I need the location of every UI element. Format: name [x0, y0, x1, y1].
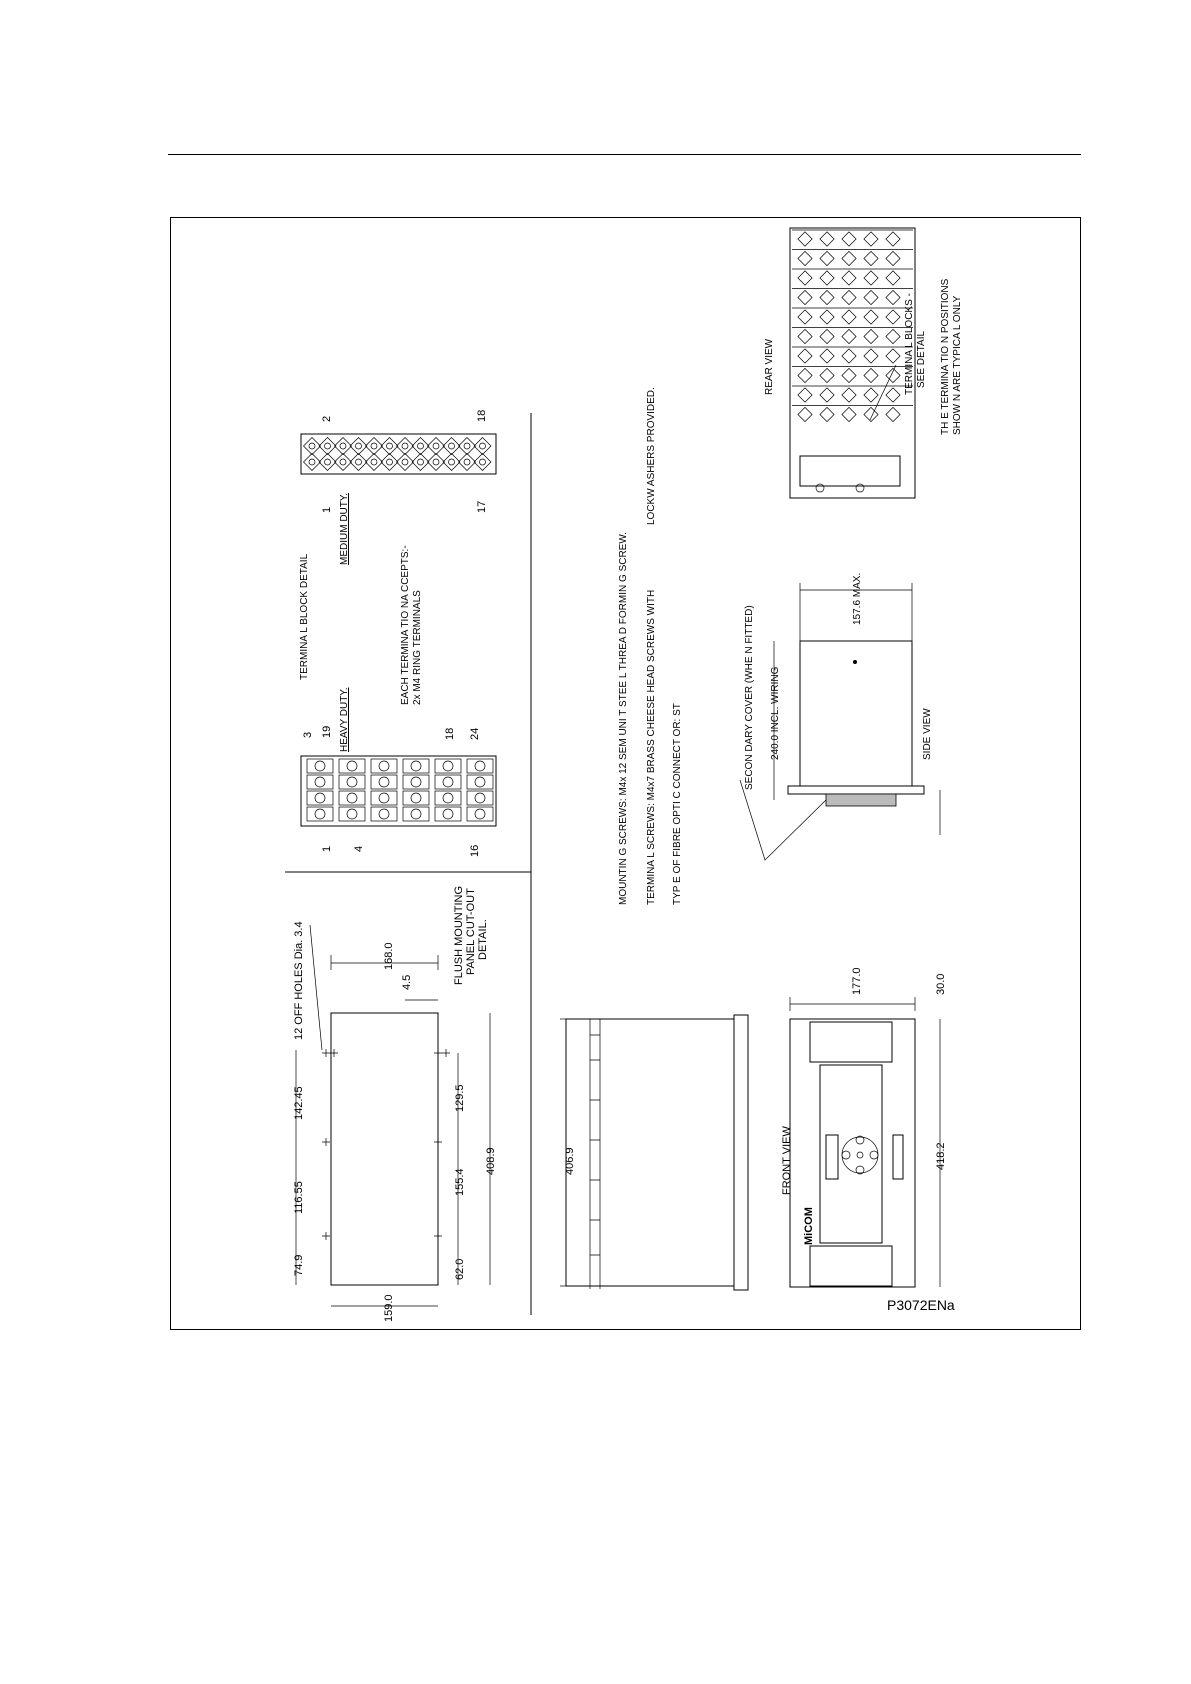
heavy-num-24: 24	[469, 727, 481, 740]
cutout-note-1: FLUSH MOUNTING	[453, 886, 465, 985]
cutout-dim-c: 74.9	[293, 1254, 305, 1276]
case-dim-length: 406.9	[564, 1147, 576, 1175]
heavy-duty-block	[301, 756, 496, 826]
medium-num-18: 18	[476, 409, 488, 422]
terminal-accepts-2: 2x M4 RING TERMINALS	[412, 590, 423, 705]
cutout-note-3: DETAIL.	[477, 919, 489, 960]
drawing-ref: P3072ENa	[887, 1297, 955, 1313]
rear-callout-2: SEE DETAIL	[916, 330, 927, 388]
heavy-num-19: 19	[321, 725, 333, 738]
cutout-dim-d: 129.5	[454, 1084, 466, 1112]
medium-num-17: 17	[476, 500, 488, 513]
heavy-num-1: 1	[321, 845, 333, 852]
side-dim-max: 157.6 MAX.	[852, 572, 863, 625]
cutout-holes-note: 12 OFF HOLES Dia. 3.4	[293, 921, 305, 1040]
case-top-view	[560, 1015, 748, 1290]
heavy-num-4: 4	[353, 845, 365, 852]
heavy-num-3: 3	[302, 731, 314, 738]
cutout-dim-a: 142.45	[293, 1086, 305, 1120]
note-fibre-connector: TYP E OF FIBRE OPTI C CONNECT OR: ST	[672, 703, 683, 905]
terminal-title: TERMINA L BLOCK DETAIL	[299, 553, 310, 680]
medium-duty-block	[301, 434, 496, 474]
cutout-outline	[331, 1013, 438, 1285]
side-dim-wiring: 240.0 INCL. WIRING	[770, 666, 781, 760]
rear-view-label: REAR VIEW	[764, 338, 775, 395]
note-mounting-screws: MOUNTIN G SCREWS: M4x 12 SEM UNI T STEE L THREA D FORMIN G SCREW.	[618, 531, 629, 905]
cutout-note-2: PANEL CUT-OUT	[465, 888, 477, 975]
front-dim-width: 418.2	[935, 1142, 947, 1170]
note-lockwashers: LOCKW ASHERS PROVIDED.	[646, 387, 657, 525]
front-brand: MiCOM	[803, 1207, 815, 1245]
cutout-dim-width: 168.0	[383, 942, 395, 970]
cutout-dim-height: 159.0	[383, 1294, 395, 1322]
front-dim-height: 177.0	[851, 967, 863, 995]
medium-num-2: 2	[321, 415, 333, 422]
rear-view	[790, 228, 915, 498]
cutout-dim-offset: 4.5	[401, 974, 413, 990]
cutout-dim-length: 408.9	[485, 1147, 497, 1175]
cutout-dim-f: 62.0	[454, 1258, 466, 1280]
terminal-accepts-1: EACH TERMINA TIO NA CCEPTS:-	[400, 545, 411, 705]
heavy-duty-label: HEAVY DUTY.	[339, 687, 350, 752]
side-view-label: SIDE VIEW	[922, 708, 933, 760]
cutout-dim-b: 116.55	[293, 1181, 305, 1214]
medium-duty-label: MEDIUM DUTY.	[339, 492, 350, 565]
heavy-num-18: 18	[444, 727, 456, 740]
rear-callout-1: TERMINA L BLOCKS -	[904, 293, 915, 395]
cutout-dim-e: 155.4	[454, 1168, 466, 1196]
rear-note-2: SHOW N ARE TYPICA L ONLY	[952, 295, 963, 435]
rear-note-1: TH E TERMINA TIO N POSITIONS	[940, 278, 951, 435]
front-view-label: FRONT VIEW	[781, 1126, 793, 1195]
heavy-num-16: 16	[469, 844, 481, 857]
front-dim-depth: 30.0	[935, 973, 947, 995]
note-terminal-screws: TERMINA L SCREWS: M4x7 BRASS CHEESE HEAD SCREWS WITH	[646, 589, 657, 905]
medium-num-1: 1	[321, 506, 333, 513]
secondary-cover-note: SECON DARY COVER (WHE N FITTED)	[744, 605, 755, 790]
